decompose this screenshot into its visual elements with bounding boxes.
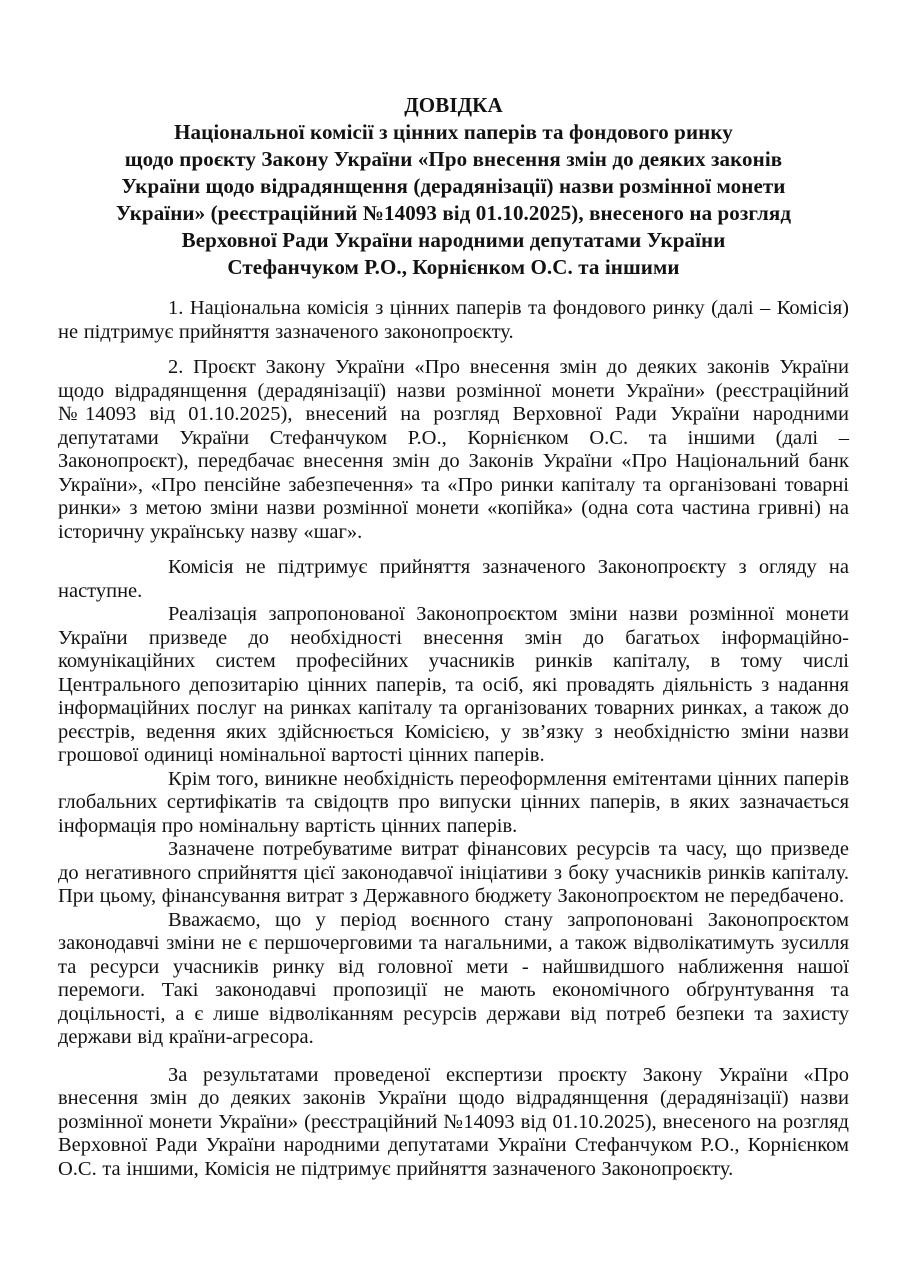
- paragraph-2-bill-description: 2. Проєкт Закону України «Про внесення змін до деяких законів України щодо відрадянщення (дерадянізації) назви розмінної монети України» (реєстраційний №14093 від 01.10.2025), внесений на розгляд Верховної Ради України народними депутатами України Стефанчуком Р.О., Корнієнком О.С. та іншими (далі – Законопроєкт), передбачає внесення змін до Законів України «Про Національний банк України», «Про пенсійне забезпечення» та «Про ринки капіталу та організовані товарні ринки» з метою зміни назви розмінної монети «копійка» (одна сота частина гривні) на історичну українську назву «шаг».: [58, 356, 849, 543]
- heading-line-doc-type: ДОВІДКА: [404, 93, 503, 117]
- heading-line-law-subject-2: України щодо відрадянщення (дерадянізації) назви розмінної монети: [121, 174, 786, 198]
- heading-line-registration: України» (реєстраційний №14093 від 01.10.2025), внесеного на розгляд: [115, 201, 792, 225]
- paragraph-3-non-support-intro: Комісія не підтримує прийняття зазначеного Законопроєкту з огляду на наступне.: [58, 556, 849, 602]
- heading-line-commission: Національної комісії з цінних паперів та фондового ринку: [174, 120, 733, 144]
- paragraph-7-wartime-priorities: Вважаємо, що у період воєнного стану запропоновані Законопроєктом законодавчі зміни не є першочерговими та нагальними, а також відволікатимуть зусилля та ресурси учасників ринку від головної мети - найшвидшого наближення нашої перемоги. Такі законодавчі пропозиції не мають економічного обґрунтування та доцільності, а є лише відволіканням ресурсів держави від потреб безпеки та захисту держави від країни-агресора.: [58, 908, 849, 1048]
- paragraph-4-systems-impact: Реалізація запропонованої Законопроєктом зміни назви розмінної монети України призведе до необхідності внесення змін до багатьох інформаційно-комунікаційних систем професійних учасників ринків капіталу, в тому числі Центрального депозитарію цінних паперів, та осіб, які провадять діяльність з надання інформаційних послуг на ринках капіталу та організованих товарних ринках, а також до реєстрів, ведення яких здійснюється Комісією, у зв’язку з необхідністю зміни назви грошової одиниці номінальної вартості цінних паперів.: [58, 603, 849, 766]
- paragraph-8-conclusion: За результатами проведеної експертизи проєкту Закону України «Про внесення змін до деяких законів України щодо відрадянщення (дерадянізації) назви розмінної монети України» (реєстраційний №14093 від 01.10.2025), внесеного на розгляд Верховної Ради України народними депутатами України Стефанчуком Р.О., Корнієнком О.С. та іншими, Комісія не підтримує прийняття зазначеного Законопроєкту.: [58, 1063, 849, 1180]
- paragraph-1-position: 1. Національна комісія з цінних паперів та фондового ринку (далі – Комісія) не підтримує прийняття зазначеного законопроєкту.: [58, 297, 849, 343]
- document-content: [58, 92, 849, 1181]
- document-heading: [58, 92, 849, 281]
- paragraph-6-costs: Зазначене потребуватиме витрат фінансових ресурсів та часу, що призведе до негативного сприйняття цієї законодавчої ініціативи з боку учасників ринків капіталу. При цьому, фінансування витрат з Державного бюджету Законопроєктом не передбачено.: [58, 838, 849, 907]
- paragraph-5-certificates: Крім того, виникне необхідність переоформлення емітентами цінних паперів глобальних сертифікатів та свідоцтв про випуски цінних паперів, в яких зазначається інформація про номінальну вартість цінних паперів.: [58, 767, 849, 837]
- heading-line-deputies: Стефанчуком Р.О., Корнієнком О.С. та іншими: [227, 255, 680, 279]
- heading-line-parliament: Верховної Ради України народними депутатами України: [181, 228, 726, 252]
- heading-line-law-subject-1: щодо проєкту Закону України «Про внесення змін до деяких законів: [124, 147, 783, 171]
